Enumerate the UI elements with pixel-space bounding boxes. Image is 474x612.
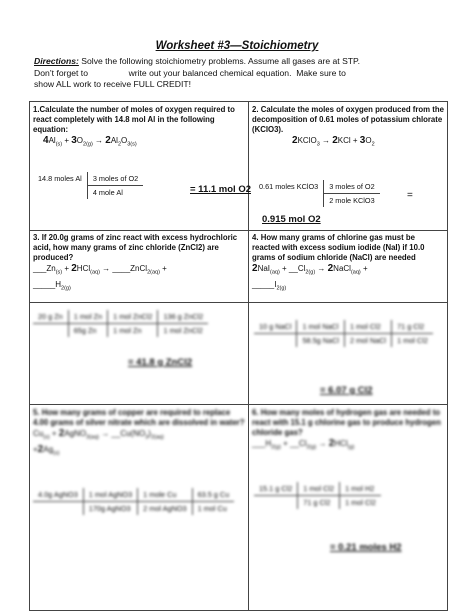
work-cell: 1 mol NaCl — [297, 320, 345, 334]
problem-1 — [33, 105, 245, 151]
problem-4-work — [254, 320, 433, 347]
problem-1-equation: $4Al_{(s)} + 3O_{2(g)} \to 2Al_2O_{3(s)}$ — [43, 135, 137, 148]
work-cell: 3 moles of O2 — [324, 180, 380, 194]
work-cell: 20 g Zn — [33, 310, 68, 324]
grid-divider-row2 — [30, 302, 447, 303]
work-cell: 65g Zn — [68, 324, 107, 338]
problem-2-work — [254, 180, 380, 207]
work-cell: 1 mol Cl2 — [298, 482, 340, 496]
problem-4-answer: = 6.07 g Cl2 — [320, 385, 373, 396]
problem-3-answer: = 41.8 g ZnCl2 — [128, 357, 193, 368]
problem-3 — [33, 233, 245, 294]
problem-3-work — [33, 310, 208, 337]
problem-6-work — [254, 482, 381, 509]
problem-3-text: 3. If 20.0g grams of zinc react with excess hydrochloric acid, how many grams of zinc chloride (ZnCl2) are produced? — [33, 233, 238, 262]
problem-2 — [252, 105, 444, 151]
work-cell: 136 g ZnCl2 — [158, 310, 208, 324]
work-cell: 58.5g NaCl — [297, 334, 345, 348]
work-cell: 4.0g AgNO3 — [33, 488, 83, 502]
directions-line1: Solve the following stoichiometry problems. Assume all gases are at STP. — [78, 56, 361, 66]
directions-line3: show ALL work to receive FULL CREDIT! — [34, 79, 191, 89]
work-cell: 15.1 g Cl2 — [254, 482, 298, 496]
problem-6-text: 6. How many moles of hydrogen gas are needed to react with 15.1 g chlorine gas to produce hydrogen chloride gas? — [252, 408, 441, 437]
work-cell: 71 g Cl2 — [392, 320, 433, 334]
problem-6-equation: $\_\_\_H_{2(g)}$ + $\_\_Cl_{2(g)} \to 2HCl_{(g)}$ — [252, 438, 355, 451]
problem-1-answer: = 11.1 mol O2 — [190, 184, 251, 195]
work-cell: 3 moles of O2 — [87, 172, 143, 186]
work-cell: 1 mol ZnCl2 — [163, 326, 203, 335]
directions-line2: Don’t forget to write out your balanced chemical equation. Make sure to — [34, 67, 346, 78]
grid-divider-row3 — [30, 404, 447, 405]
problem-2-text: 2. Calculate the moles of oxygen produced from the decomposition of 0.61 moles of potassium chlorate (KClO3). — [252, 105, 444, 134]
problem-6-answer: = 0.21 moles H2 — [330, 542, 402, 553]
work-cell: 1 mol Cl2 — [344, 320, 391, 334]
directions-label: Directions: — [34, 56, 79, 66]
work-cell: 71 g Cl2 — [298, 496, 340, 510]
problem-1-text: 1.Calculate the number of moles of oxygen required to react completely with 14.8 mol Al in the following equation: — [33, 105, 235, 134]
problem-2-answer: 0.915 mol O2 — [262, 214, 321, 225]
problem-1-work — [33, 172, 143, 199]
problem-6 — [252, 408, 444, 454]
work-cell: 1 mol Cu — [197, 504, 227, 513]
worksheet-title: Worksheet #3—Stoichiometry — [155, 40, 319, 52]
grid-divider-vertical — [248, 102, 249, 610]
work-cell: 2 mol NaCl — [344, 334, 391, 348]
work-cell: 0.61 moles KClO3 — [254, 180, 324, 194]
grid-divider-row1 — [30, 230, 447, 231]
problem-5-text: 5. How many grams of copper are required to replace 4.00 grams of silver nitrate which are dissolved in water? — [33, 408, 245, 427]
problems-grid — [29, 101, 448, 611]
problem-5-work — [33, 488, 234, 515]
work-cell: 1 mol H2 — [340, 482, 381, 496]
problem-4-text: 4. How many grams of chlorine gas must be reacted with excess sodium iodide (NaI) if 10.0 grams of sodium chloride (NaCl) are needed — [252, 233, 425, 262]
work-cell: 4 mole Al — [92, 188, 123, 197]
work-cell: 1 mol Cl2 — [397, 336, 428, 345]
work-cell: 1 mole Cu — [138, 488, 192, 502]
work-cell: 63.5 g Cu — [192, 488, 234, 502]
problem-2-equals: = — [407, 190, 413, 201]
work-cell: 1 mol AgNO3 — [83, 488, 137, 502]
problem-3-equation: $\_\_\_Zn_{(s)} + 2HCl_{(aq)}$ → ____ZnCl$_{2(aq)}$ + $\_\_\_\_\_H_{2(g)}$ — [33, 263, 167, 292]
work-cell: 1 mol ZnCl2 — [108, 310, 158, 324]
work-cell: 10 g NaCl — [254, 320, 297, 334]
work-cell: 14.8 moles Al — [33, 172, 87, 186]
problem-5 — [33, 408, 245, 459]
problem-2-equation: 2KClO$_3$ → $2KCl + 3O_2$ — [292, 135, 375, 148]
directions — [34, 56, 454, 91]
problem-5-equation: $Cu_{(s)}$ + 2AgNO$_{3(aq)}$ → $\_\_Cu(NO_3)_{2(aq)}$ $+2Ag_{(s)}$ — [33, 428, 164, 457]
work-cell: 1 mol Zn — [108, 324, 158, 338]
problem-4-equation: $2NaI_{(aq)} + \_\_Cl_{2(g)}$ → 2NaCl$_{(aq)}$ + $\_\_\_\_\_I_{2(g)}$ — [252, 263, 368, 292]
problem-4 — [252, 233, 444, 294]
work-cell: 2 mol AgNO3 — [138, 502, 192, 516]
work-cell: 1 mol Cl2 — [345, 498, 376, 507]
work-cell: 1 mol Zn — [68, 310, 107, 324]
work-cell: 2 mole KClO3 — [329, 196, 375, 205]
work-cell: 170g AgNO3 — [83, 502, 137, 516]
